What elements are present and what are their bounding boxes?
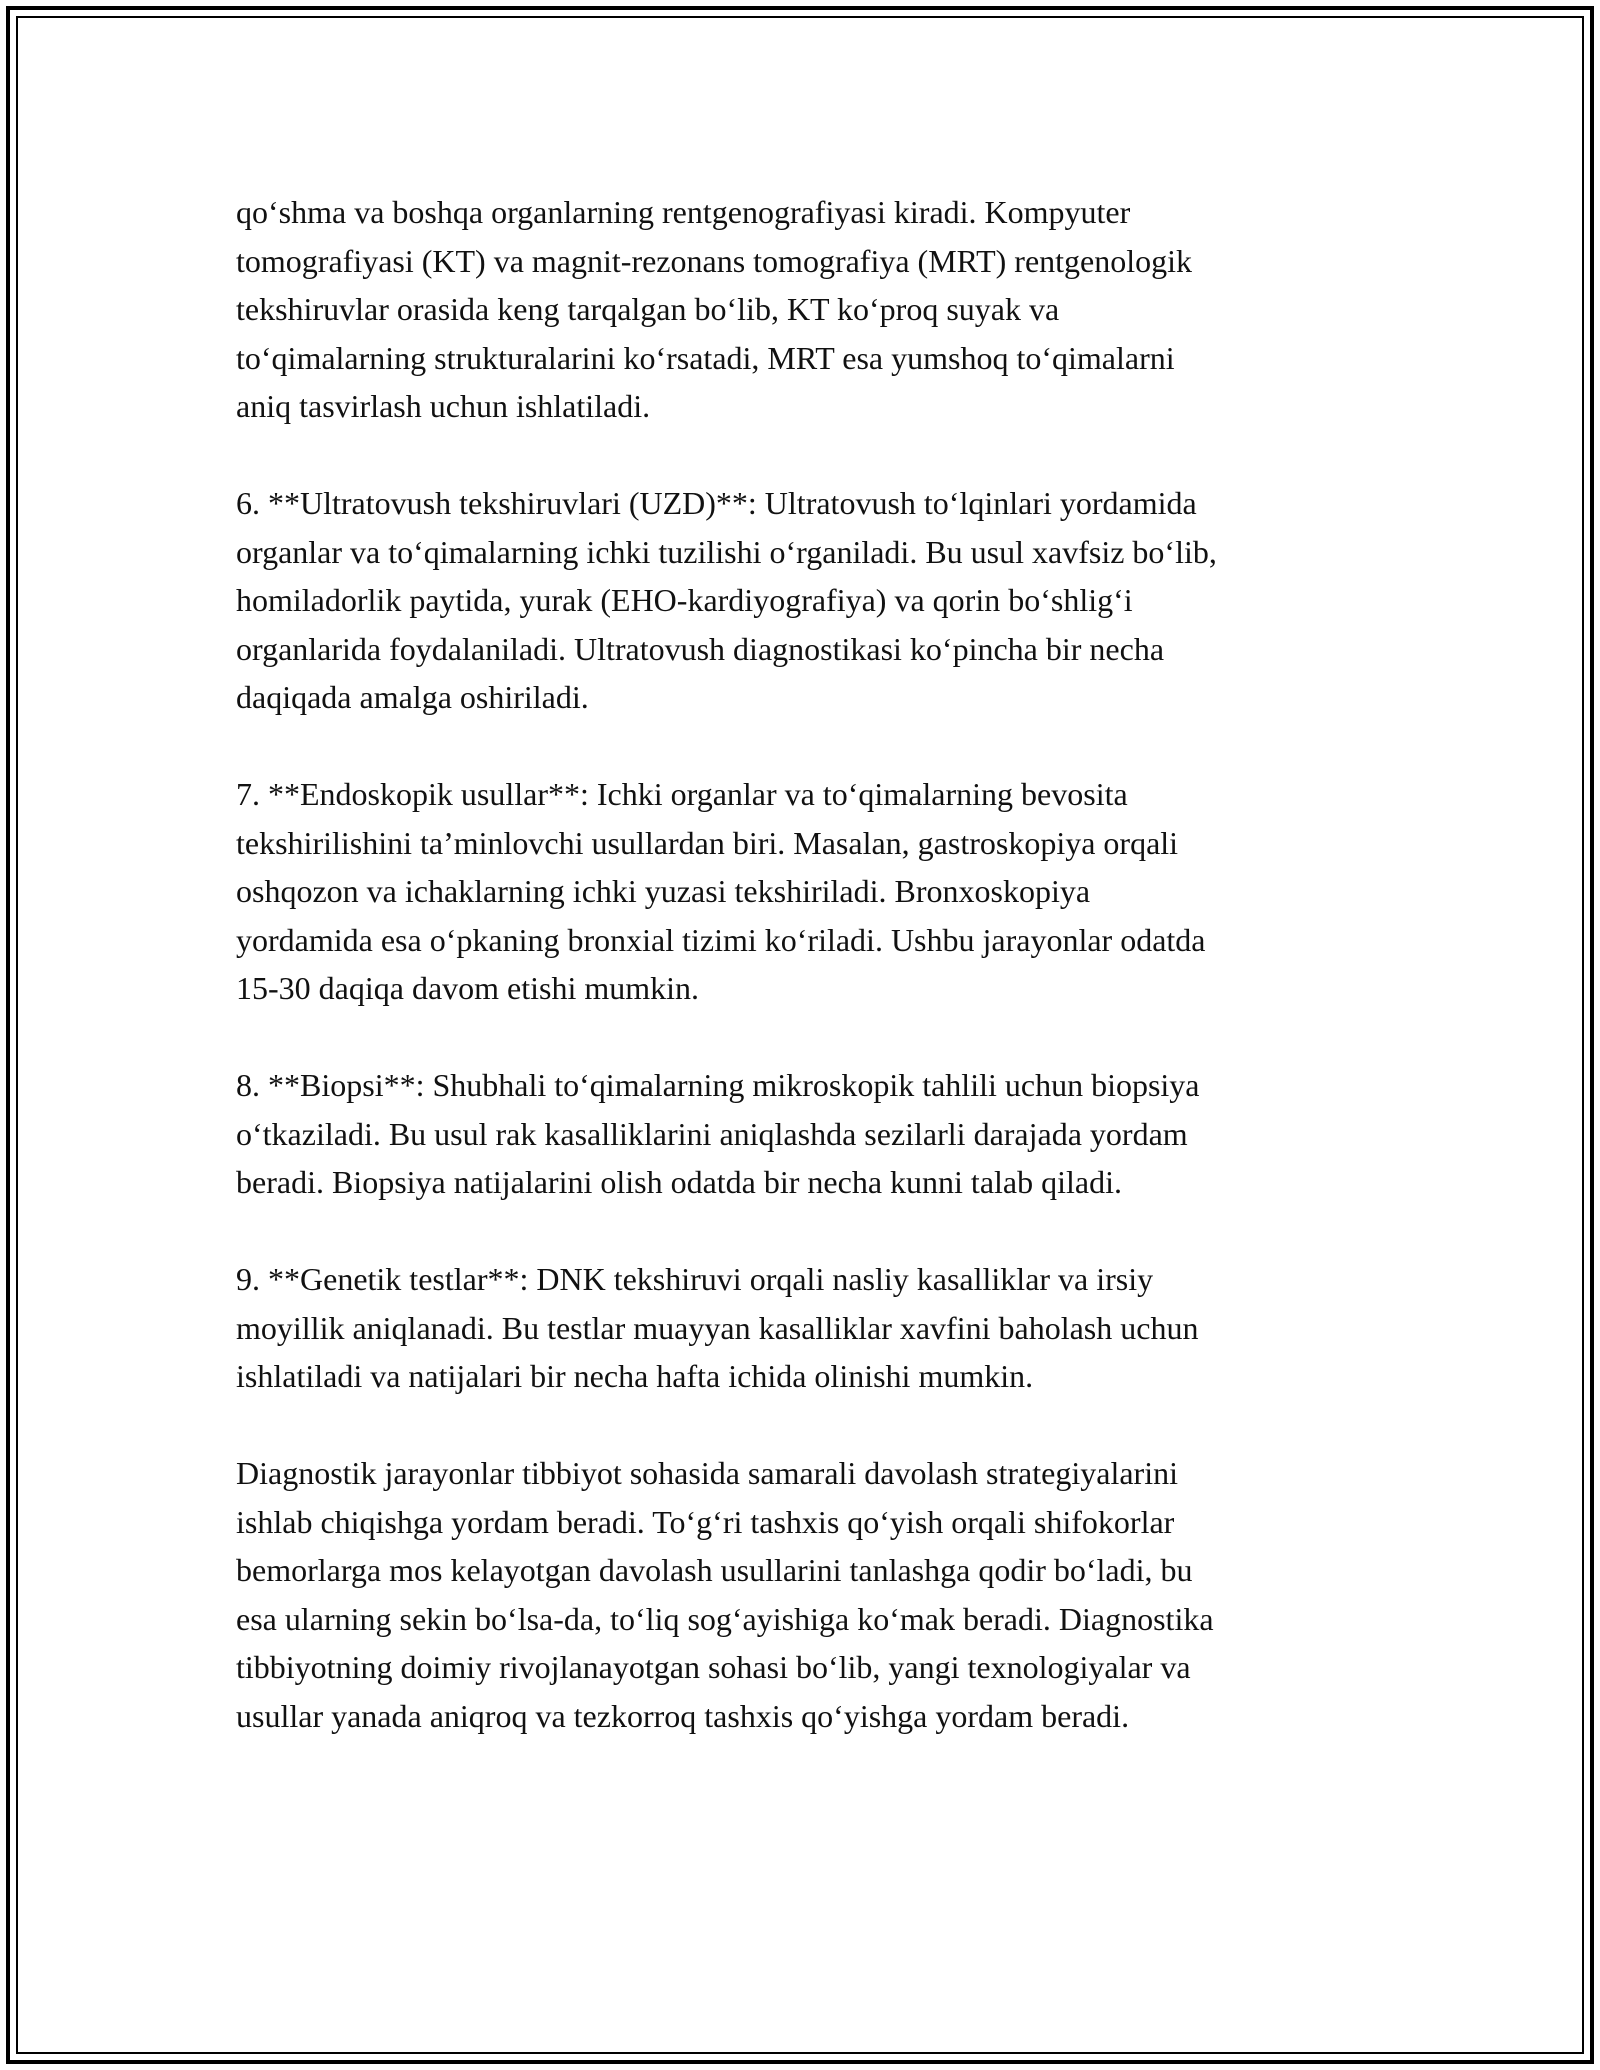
document-body: [236, 188, 1396, 1789]
paragraph-biopsy: 8. **Biopsi**: Shubhali to‘qimalarning mikroskopik tahlili uchun biopsiya o‘tkaziladi. Bu usul rak kasalliklarini aniqlashda sezilarli darajada yordam beradi. Biopsiya natijalarini olish odatda bir necha kunni talab qiladi.: [236, 1067, 1200, 1200]
paragraph-genetic-tests: 9. **Genetik testlar**: DNK tekshiruvi orqali nasliy kasalliklar va irsiy moyillik aniqlanadi. Bu testlar muayyan kasalliklar xavfini baholash uchun ishlatiladi va natijalari bir necha hafta ichida olinishi mumkin.: [236, 1261, 1199, 1394]
paragraph-ultrasound: 6. **Ultratovush tekshiruvlari (UZD)**: Ultratovush to‘lqinlari yordamida organlar va to‘qimalarning ichki tuzilishi o‘rganiladi. Bu usul xavfsiz bo‘lib, homiladorlik paytida, yurak (EHO-kardiyografiya) va qorin bo‘shlig‘i organlarida foydalaniladi. Ultratovush diagnostikasi ko‘pincha bir necha daqiqada amalga oshiriladi.: [236, 485, 1217, 715]
paragraph-conclusion: Diagnostik jarayonlar tibbiyot sohasida samarali davolash strategiyalarini ishlab chiqishga yordam beradi. To‘g‘ri tashxis qo‘yish orqali shifokorlar bemorlarga mos kelayotgan davolash usullarini tanlashga qodir bo‘ladi, bu esa ularning sekin bo‘lsa-da, to‘liq sog‘ayishiga ko‘mak beradi. Diagnostika tibbiyotning doimiy rivojlanayotgan sohasi bo‘lib, yangi texnologiyalar va usullar yanada aniqroq va tezkorroq tashxis qo‘yishga yordam beradi.: [236, 1455, 1214, 1734]
paragraph-imaging-continued: qo‘shma va boshqa organlarning rentgenografiyasi kiradi. Kompyuter tomografiyasi (KT) va magnit-rezonans tomografiya (MRT) rentgenologik tekshiruvlar orasida keng tarqalgan bo‘lib, KT ko‘proq suyak va to‘qimalarning strukturalarini ko‘rsatadi, MRT esa yumshoq to‘qimalarni aniq tasvirlash uchun ishlatiladi.: [236, 194, 1193, 424]
paragraph-endoscopy: 7. **Endoskopik usullar**: Ichki organlar va to‘qimalarning bevosita tekshirilishini ta’minlovchi usullardan biri. Masalan, gastroskopiya orqali oshqozon va ichaklarning ichki yuzasi tekshiriladi. Bronxoskopiya yordamida esa o‘pkaning bronxial tizimi ko‘riladi. Ushbu jarayonlar odatda 15-30 daqiqa davom etishi mumkin.: [236, 776, 1206, 1006]
